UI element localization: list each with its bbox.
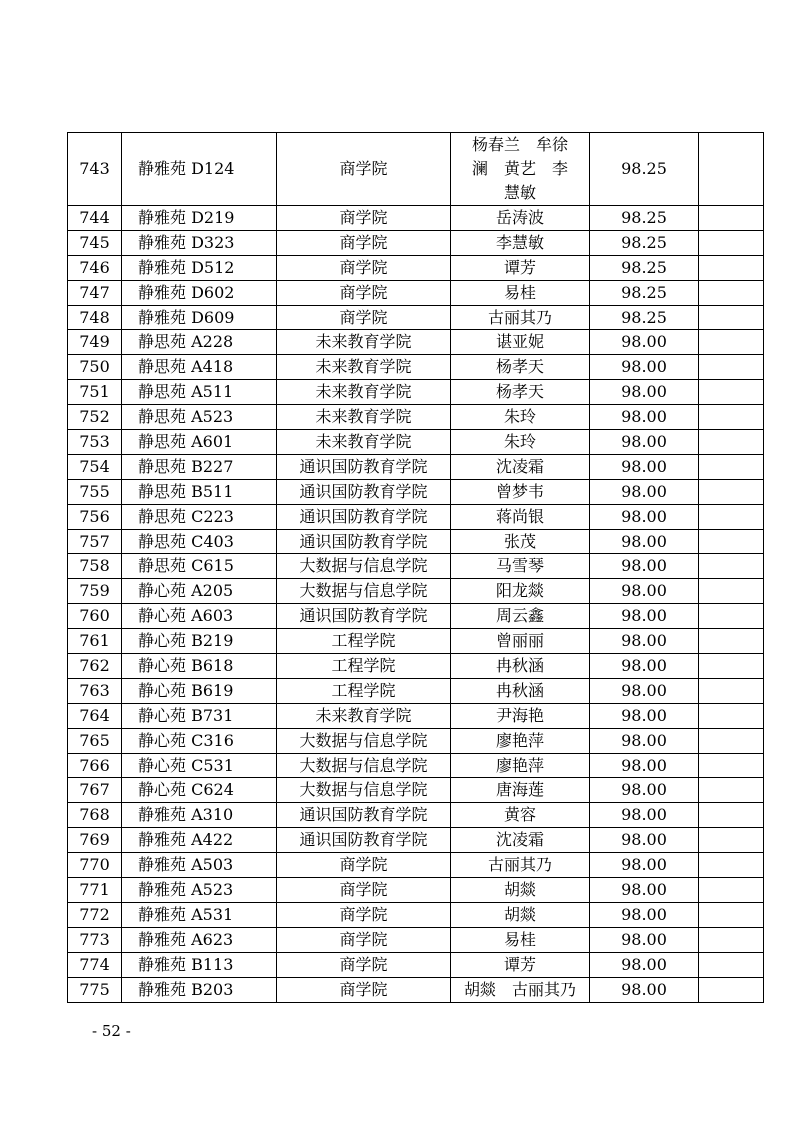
remark-cell <box>699 803 764 828</box>
table-row <box>68 927 764 952</box>
college-cell: 工程学院 <box>277 629 451 654</box>
room-cell: 静雅苑 A422 <box>122 828 277 853</box>
room-cell: 静雅苑 A523 <box>122 878 277 903</box>
remark-cell <box>699 405 764 430</box>
remark-cell <box>699 355 764 380</box>
table-row <box>68 454 764 479</box>
table-row <box>68 878 764 903</box>
row-number-cell: 768 <box>68 803 122 828</box>
room-cell: 静思苑 B511 <box>122 479 277 504</box>
score-cell: 98.00 <box>590 405 699 430</box>
score-cell: 98.25 <box>590 133 699 206</box>
college-cell: 商学院 <box>277 927 451 952</box>
college-cell: 商学院 <box>277 280 451 305</box>
person-line: 澜 黄艺 李 <box>471 159 568 178</box>
score-cell: 98.00 <box>590 678 699 703</box>
table-row <box>68 305 764 330</box>
remark-cell <box>699 927 764 952</box>
results-table <box>67 132 764 1003</box>
person-cell: 朱玲 <box>451 405 590 430</box>
college-cell: 未来教育学院 <box>277 380 451 405</box>
table-row <box>68 230 764 255</box>
room-cell: 静心苑 C316 <box>122 728 277 753</box>
person-cell: 胡燚 古丽其乃 <box>451 977 590 1002</box>
score-cell: 98.00 <box>590 878 699 903</box>
person-cell: 廖艳萍 <box>451 728 590 753</box>
room-cell: 静思苑 B227 <box>122 454 277 479</box>
row-number-cell: 772 <box>68 902 122 927</box>
score-cell: 98.25 <box>590 255 699 280</box>
table-row <box>68 803 764 828</box>
score-cell: 98.00 <box>590 728 699 753</box>
room-cell: 静思苑 C223 <box>122 504 277 529</box>
score-cell: 98.25 <box>590 206 699 231</box>
score-cell: 98.00 <box>590 927 699 952</box>
page-number: - 52 - <box>92 1022 131 1040</box>
room-cell: 静思苑 A228 <box>122 330 277 355</box>
table-row <box>68 206 764 231</box>
row-number-cell: 775 <box>68 977 122 1002</box>
person-cell: 胡燚 <box>451 878 590 903</box>
room-cell: 静思苑 A523 <box>122 405 277 430</box>
remark-cell <box>699 902 764 927</box>
table-row <box>68 430 764 455</box>
room-cell: 静心苑 A603 <box>122 604 277 629</box>
college-cell: 通识国防教育学院 <box>277 803 451 828</box>
table-row <box>68 654 764 679</box>
college-cell: 未来教育学院 <box>277 355 451 380</box>
score-cell: 98.00 <box>590 654 699 679</box>
score-cell: 98.00 <box>590 853 699 878</box>
row-number-cell: 766 <box>68 753 122 778</box>
remark-cell <box>699 280 764 305</box>
person-cell: 朱玲 <box>451 430 590 455</box>
score-cell: 98.25 <box>590 280 699 305</box>
row-number-cell: 747 <box>68 280 122 305</box>
college-cell: 商学院 <box>277 255 451 280</box>
remark-cell <box>699 380 764 405</box>
table-row <box>68 405 764 430</box>
room-cell: 静思苑 A418 <box>122 355 277 380</box>
table-row <box>68 479 764 504</box>
person-cell: 沈凌霜 <box>451 454 590 479</box>
score-cell: 98.00 <box>590 529 699 554</box>
person-cell: 胡燚 <box>451 902 590 927</box>
table-row <box>68 828 764 853</box>
table-row <box>68 703 764 728</box>
room-cell: 静雅苑 A623 <box>122 927 277 952</box>
score-cell: 98.00 <box>590 330 699 355</box>
score-cell: 98.00 <box>590 703 699 728</box>
room-cell: 静雅苑 D219 <box>122 206 277 231</box>
room-cell: 静雅苑 D124 <box>122 133 277 206</box>
row-number-cell: 743 <box>68 133 122 206</box>
score-cell: 98.00 <box>590 902 699 927</box>
college-cell: 未来教育学院 <box>277 430 451 455</box>
score-cell: 98.00 <box>590 629 699 654</box>
score-cell: 98.25 <box>590 230 699 255</box>
score-cell: 98.00 <box>590 454 699 479</box>
remark-cell <box>699 977 764 1002</box>
college-cell: 通识国防教育学院 <box>277 604 451 629</box>
table-row <box>68 133 764 206</box>
college-cell: 工程学院 <box>277 678 451 703</box>
college-cell: 商学院 <box>277 878 451 903</box>
row-number-cell: 744 <box>68 206 122 231</box>
remark-cell <box>699 878 764 903</box>
room-cell: 静思苑 A511 <box>122 380 277 405</box>
college-cell: 商学院 <box>277 952 451 977</box>
remark-cell <box>699 305 764 330</box>
college-cell: 通识国防教育学院 <box>277 529 451 554</box>
row-number-cell: 761 <box>68 629 122 654</box>
score-cell: 98.00 <box>590 977 699 1002</box>
room-cell: 静心苑 C531 <box>122 753 277 778</box>
person-cell: 阳龙燚 <box>451 579 590 604</box>
results-table-container <box>67 132 741 1003</box>
score-cell: 98.25 <box>590 305 699 330</box>
college-cell: 通识国防教育学院 <box>277 504 451 529</box>
person-cell: 李慧敏 <box>451 230 590 255</box>
person-line: 杨春兰 牟徐 <box>471 135 568 154</box>
person-cell: 曾梦韦 <box>451 479 590 504</box>
room-cell: 静心苑 B618 <box>122 654 277 679</box>
person-cell: 杨孝天 <box>451 355 590 380</box>
remark-cell <box>699 554 764 579</box>
results-table-body <box>68 133 764 1003</box>
room-cell: 静雅苑 A503 <box>122 853 277 878</box>
college-cell: 通识国防教育学院 <box>277 828 451 853</box>
table-row <box>68 728 764 753</box>
remark-cell <box>699 529 764 554</box>
row-number-cell: 774 <box>68 952 122 977</box>
remark-cell <box>699 629 764 654</box>
person-cell: 谭芳 <box>451 952 590 977</box>
room-cell: 静心苑 B219 <box>122 629 277 654</box>
person-cell: 冉秋涵 <box>451 654 590 679</box>
room-cell: 静雅苑 B113 <box>122 952 277 977</box>
row-number-cell: 753 <box>68 430 122 455</box>
person-cell: 蒋尚银 <box>451 504 590 529</box>
table-row <box>68 355 764 380</box>
row-number-cell: 748 <box>68 305 122 330</box>
remark-cell <box>699 853 764 878</box>
person-cell: 谭芳 <box>451 255 590 280</box>
person-cell: 古丽其乃 <box>451 853 590 878</box>
row-number-cell: 770 <box>68 853 122 878</box>
person-cell: 唐海莲 <box>451 778 590 803</box>
remark-cell <box>699 828 764 853</box>
remark-cell <box>699 479 764 504</box>
row-number-cell: 771 <box>68 878 122 903</box>
row-number-cell: 760 <box>68 604 122 629</box>
person-cell: 易桂 <box>451 927 590 952</box>
remark-cell <box>699 728 764 753</box>
room-cell: 静心苑 C624 <box>122 778 277 803</box>
table-row <box>68 902 764 927</box>
remark-cell <box>699 778 764 803</box>
table-row <box>68 853 764 878</box>
room-cell: 静雅苑 A531 <box>122 902 277 927</box>
row-number-cell: 745 <box>68 230 122 255</box>
table-row <box>68 952 764 977</box>
college-cell: 大数据与信息学院 <box>277 579 451 604</box>
person-cell: 易桂 <box>451 280 590 305</box>
table-row <box>68 504 764 529</box>
remark-cell <box>699 230 764 255</box>
score-cell: 98.00 <box>590 479 699 504</box>
remark-cell <box>699 206 764 231</box>
score-cell: 98.00 <box>590 355 699 380</box>
table-row <box>68 604 764 629</box>
room-cell: 静雅苑 B203 <box>122 977 277 1002</box>
remark-cell <box>699 430 764 455</box>
row-number-cell: 764 <box>68 703 122 728</box>
remark-cell <box>699 504 764 529</box>
table-row <box>68 579 764 604</box>
college-cell: 大数据与信息学院 <box>277 728 451 753</box>
row-number-cell: 758 <box>68 554 122 579</box>
score-cell: 98.00 <box>590 604 699 629</box>
person-cell: 张茂 <box>451 529 590 554</box>
row-number-cell: 763 <box>68 678 122 703</box>
remark-cell <box>699 133 764 206</box>
score-cell: 98.00 <box>590 778 699 803</box>
score-cell: 98.00 <box>590 430 699 455</box>
person-cell: 杨孝天 <box>451 380 590 405</box>
table-row <box>68 330 764 355</box>
row-number-cell: 765 <box>68 728 122 753</box>
remark-cell <box>699 454 764 479</box>
college-cell: 商学院 <box>277 977 451 1002</box>
person-cell: 冉秋涵 <box>451 678 590 703</box>
score-cell: 98.00 <box>590 554 699 579</box>
room-cell: 静雅苑 D609 <box>122 305 277 330</box>
row-number-cell: 773 <box>68 927 122 952</box>
remark-cell <box>699 654 764 679</box>
row-number-cell: 749 <box>68 330 122 355</box>
college-cell: 未来教育学院 <box>277 405 451 430</box>
remark-cell <box>699 703 764 728</box>
row-number-cell: 755 <box>68 479 122 504</box>
person-cell <box>451 133 590 206</box>
score-cell: 98.00 <box>590 828 699 853</box>
person-cell: 黄容 <box>451 803 590 828</box>
person-cell: 岳涛波 <box>451 206 590 231</box>
score-cell: 98.00 <box>590 380 699 405</box>
score-cell: 98.00 <box>590 504 699 529</box>
person-cell: 廖艳萍 <box>451 753 590 778</box>
row-number-cell: 759 <box>68 579 122 604</box>
room-cell: 静雅苑 D512 <box>122 255 277 280</box>
remark-cell <box>699 678 764 703</box>
remark-cell <box>699 604 764 629</box>
room-cell: 静心苑 A205 <box>122 579 277 604</box>
table-row <box>68 554 764 579</box>
remark-cell <box>699 330 764 355</box>
room-cell: 静思苑 C615 <box>122 554 277 579</box>
table-row <box>68 678 764 703</box>
row-number-cell: 769 <box>68 828 122 853</box>
row-number-cell: 752 <box>68 405 122 430</box>
row-number-cell: 746 <box>68 255 122 280</box>
person-cell: 周云鑫 <box>451 604 590 629</box>
remark-cell <box>699 255 764 280</box>
college-cell: 商学院 <box>277 206 451 231</box>
table-row <box>68 380 764 405</box>
room-cell: 静雅苑 D602 <box>122 280 277 305</box>
person-cell: 尹海艳 <box>451 703 590 728</box>
person-cell: 古丽其乃 <box>451 305 590 330</box>
college-cell: 通识国防教育学院 <box>277 454 451 479</box>
college-cell: 未来教育学院 <box>277 703 451 728</box>
college-cell: 商学院 <box>277 230 451 255</box>
table-row <box>68 977 764 1002</box>
college-cell: 商学院 <box>277 853 451 878</box>
table-row <box>68 778 764 803</box>
college-cell: 未来教育学院 <box>277 330 451 355</box>
row-number-cell: 751 <box>68 380 122 405</box>
row-number-cell: 757 <box>68 529 122 554</box>
score-cell: 98.00 <box>590 803 699 828</box>
score-cell: 98.00 <box>590 579 699 604</box>
room-cell: 静思苑 C403 <box>122 529 277 554</box>
room-cell: 静雅苑 D323 <box>122 230 277 255</box>
table-row <box>68 280 764 305</box>
person-cell: 沈凌霜 <box>451 828 590 853</box>
person-cell: 谌亚妮 <box>451 330 590 355</box>
score-cell: 98.00 <box>590 753 699 778</box>
college-cell: 大数据与信息学院 <box>277 778 451 803</box>
college-cell: 大数据与信息学院 <box>277 554 451 579</box>
row-number-cell: 750 <box>68 355 122 380</box>
row-number-cell: 762 <box>68 654 122 679</box>
table-row <box>68 255 764 280</box>
remark-cell <box>699 579 764 604</box>
table-row <box>68 629 764 654</box>
row-number-cell: 767 <box>68 778 122 803</box>
college-cell: 商学院 <box>277 305 451 330</box>
score-cell: 98.00 <box>590 952 699 977</box>
college-cell: 通识国防教育学院 <box>277 479 451 504</box>
room-cell: 静思苑 A601 <box>122 430 277 455</box>
person-cell: 马雪琴 <box>451 554 590 579</box>
remark-cell <box>699 952 764 977</box>
row-number-cell: 754 <box>68 454 122 479</box>
college-cell: 商学院 <box>277 133 451 206</box>
remark-cell <box>699 753 764 778</box>
college-cell: 大数据与信息学院 <box>277 753 451 778</box>
person-line: 慧敏 <box>503 183 536 202</box>
row-number-cell: 756 <box>68 504 122 529</box>
room-cell: 静心苑 B731 <box>122 703 277 728</box>
college-cell: 商学院 <box>277 902 451 927</box>
person-cell: 曾丽丽 <box>451 629 590 654</box>
table-row <box>68 753 764 778</box>
room-cell: 静雅苑 A310 <box>122 803 277 828</box>
college-cell: 工程学院 <box>277 654 451 679</box>
table-row <box>68 529 764 554</box>
room-cell: 静心苑 B619 <box>122 678 277 703</box>
